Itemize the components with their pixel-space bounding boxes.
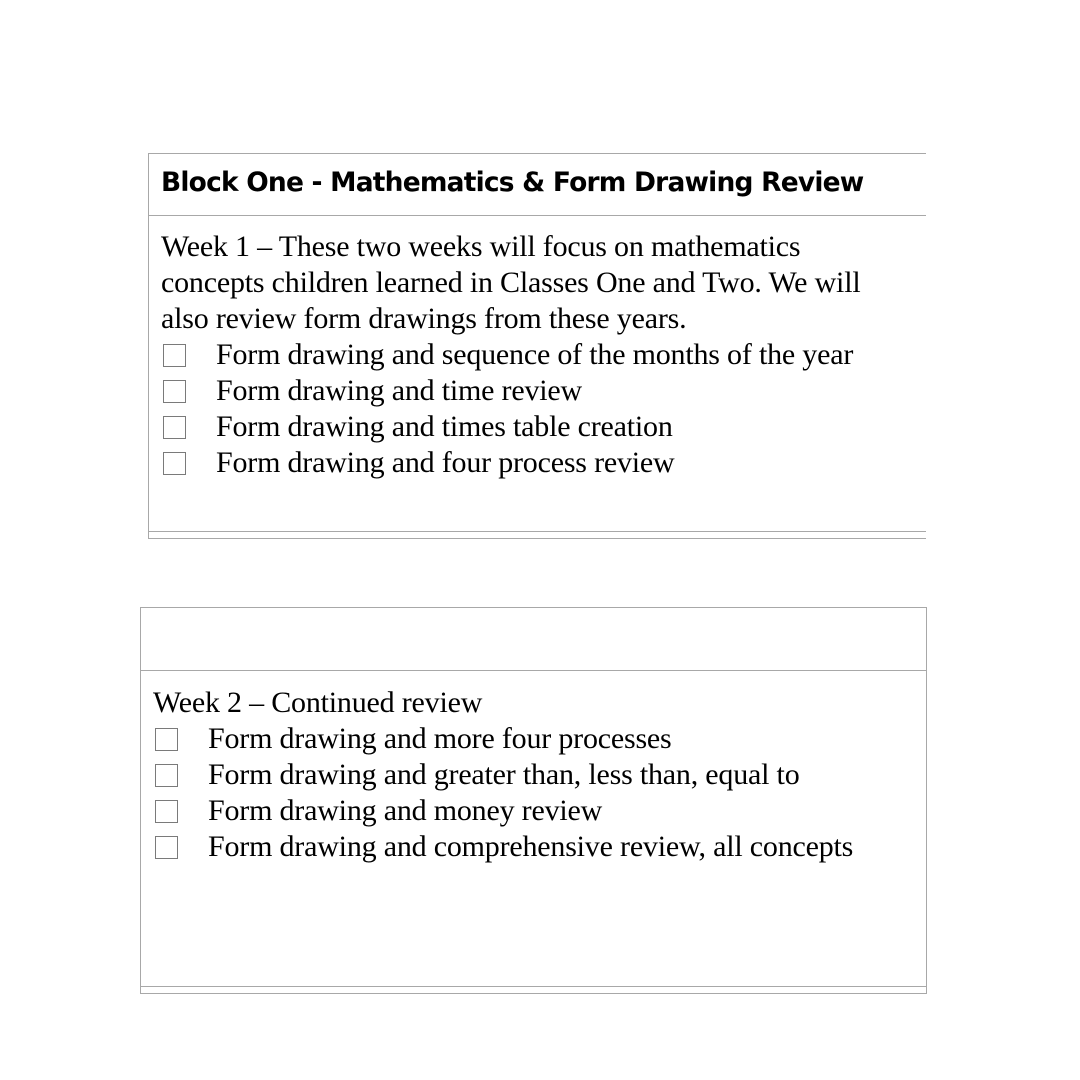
checklist-item-label: Form drawing and more four processes [208, 722, 672, 755]
checklist-item-label: Form drawing and sequence of the months of the year [216, 338, 854, 371]
checkbox-icon[interactable] [155, 764, 178, 787]
block-one-table [148, 153, 926, 539]
block-one-header [149, 153, 926, 216]
week-2-section [153, 685, 906, 865]
checkbox-icon[interactable] [163, 452, 186, 475]
week-1-checklist [161, 337, 906, 481]
table-bottom-border [149, 531, 926, 539]
week-2-intro: Week 2 – Continued review [153, 686, 483, 719]
checkbox-icon[interactable] [155, 836, 178, 859]
checklist-item-label: Form drawing and comprehensive review, all concepts [208, 830, 854, 863]
checkbox-icon[interactable] [155, 800, 178, 823]
checklist-item [161, 445, 906, 481]
block-two-header [141, 607, 926, 671]
checkbox-icon[interactable] [163, 416, 186, 439]
block-title: Block One - Mathematics & Form Drawing Review [161, 167, 864, 198]
checklist-item-label: Form drawing and four process review [216, 446, 675, 479]
checklist-item [161, 337, 906, 373]
checklist-item-label: Form drawing and times table creation [216, 410, 673, 443]
checklist-item [153, 829, 906, 865]
checklist-item [153, 757, 906, 793]
checklist-item [153, 793, 906, 829]
week-2-checklist [153, 721, 906, 865]
checklist-item [161, 373, 906, 409]
week-1-intro: Week 1 – These two weeks will focus on mathematics concepts children learned in Classes One and Two. We will also review form drawings from these years. [161, 230, 861, 335]
checkbox-icon[interactable] [163, 380, 186, 403]
checklist-item-label: Form drawing and time review [216, 374, 582, 407]
checkbox-icon[interactable] [163, 344, 186, 367]
checklist-item [153, 721, 906, 757]
checklist-item-label: Form drawing and money review [208, 794, 603, 827]
table-bottom-border [141, 986, 926, 994]
checklist-item [161, 409, 906, 445]
week-1-section [161, 229, 906, 481]
checkbox-icon[interactable] [155, 728, 178, 751]
checklist-item-label: Form drawing and greater than, less than, equal to [208, 758, 800, 791]
block-two-table [140, 607, 927, 994]
